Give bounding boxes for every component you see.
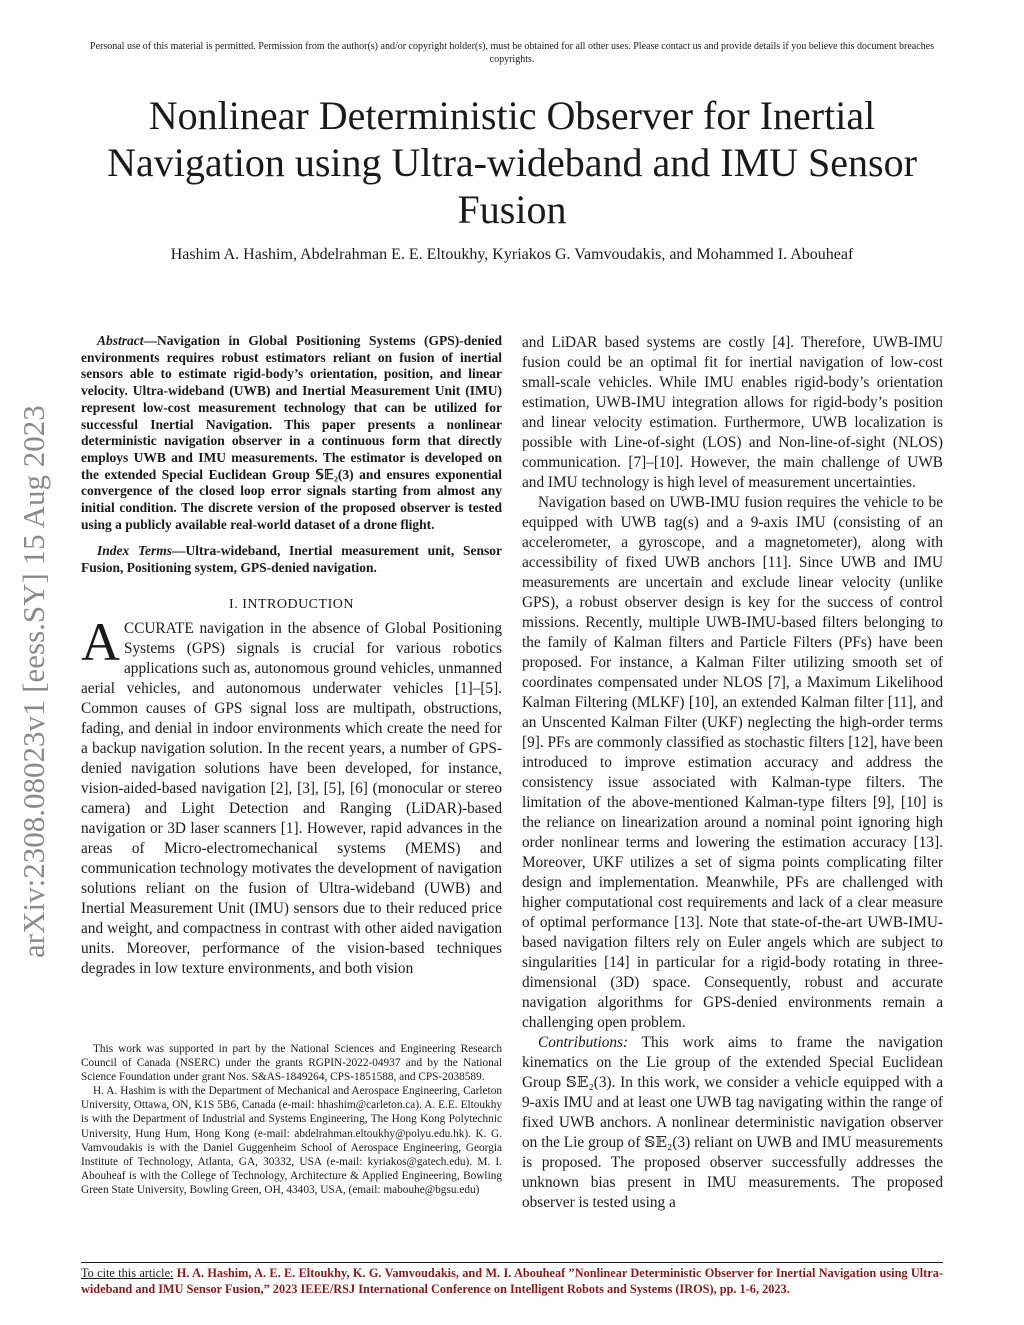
contributions-paragraph xyxy=(522,1033,943,1213)
footnotes xyxy=(81,1042,502,1197)
citation-box xyxy=(81,1266,943,1297)
index-terms xyxy=(81,543,502,576)
contributions-text: This work aims to frame the navigation kinematics on the Lie group of the extended Special Euclidean Group 𝕊𝔼₂(3). In this work, we consider a vehicle equipped with a 9-axis IMU and at least one UWB tag navigating within the range of fixed UWB anchors. A nonlinear deterministic navigation observer on the Lie group of 𝕊𝔼₂(3) reliant on UWB and IMU measurements is proposed. The proposed observer successfully addresses the unknown bias present in IMU measurements. The proposed observer is tested using a xyxy=(522,1034,943,1211)
index-terms-label: Index Terms xyxy=(97,543,172,559)
citation-text: H. A. Hashim, A. E. E. Eltoukhy, K. G. Vamvoudakis, and M. I. Abouheaf ”Nonlinear Deterministic Observer for Inertial Navigation using Ultra-wideband and IMU Sensor Fusion,” 2023 IEEE/RSJ International Conference on Intelligent Robots and Systems (IROS), pp. 1-6, 2023. xyxy=(81,1266,943,1296)
citation-divider xyxy=(81,1262,943,1263)
copyright-notice: Personal use of this material is permitted. Permission from the author(s) and/or copyright holder(s), must be obtained for all other uses. Please contact us and provide details if you believe this document breaches copyrights. xyxy=(90,41,934,65)
abstract xyxy=(81,333,502,533)
affiliation-footnote: H. A. Hashim is with the Department of Mechanical and Aerospace Engineering, Carleton University, Ottawa, ON, K1S 5B6, Canada (e-mail: hhashim@carleton.ca). A. E.E. Eltoukhy is with the Department of Industrial and Systems Engineering, The Hong Kong Polytechnic University, Hung Hum, Hong Kong (e-mail: abdelrahman.eltoukhy@polyu.edu.hk). K. G. Vamvoudakis is with the Daniel Guggenheim School of Aerospace Engineering, Georgia Institute of Technology, Atlanta, GA, 30332, USA (e-mail: kyriakos@gatech.edu). M. I. Abouheaf is with the College of Technology, Architecture & Applied Engineering, Bowling Green State University, Bowling Green, OH, 43403, USA, (email: mabouhe@bgsu.edu) xyxy=(81,1085,502,1196)
drop-cap: A xyxy=(81,611,120,672)
abstract-text: —Navigation in Global Positioning Systems (GPS)-denied environments requires robust estimators reliant on fusion of inertial sensors able to estimate rigid-body’s orientation, position, and linear velocity. Ultra-wideband (UWB) and Inertial Measurement Unit (IMU) represent low-cost measurement technology that can be utilized for successful Inertial Navigation. This paper presents a nonlinear deterministic navigation observer in a continuous form that directly employs UWB and IMU measurements. The estimator is developed on the extended Special Euclidean Group 𝕊𝔼₂(3) and ensures exponential convergence of the closed loop error signals starting from almost any initial condition. The discrete version of the proposed observer is tested using a publicly available real-world dataset of a drone flight. xyxy=(81,333,502,532)
index-terms-text: —Ultra-wideband, Inertial measurement unit, Sensor Fusion, Positioning system, GPS-denied navigation. xyxy=(81,543,503,576)
right-column xyxy=(522,333,943,1213)
author-list: Hashim A. Hashim, Abdelrahman E. E. Eltoukhy, Kyriakos G. Vamvoudakis, and Mohammed I. Abouheaf xyxy=(170,246,854,263)
intro-paragraph xyxy=(81,611,502,979)
abstract-label: Abstract xyxy=(97,333,144,348)
funding-footnote: This work was supported in part by the National Sciences and Engineering Research Council of Canada (NSERC) under the grants RGPIN-2022-04937 and by the National Science Foundation under grant Nos. S&AS-1849264, CPS-1851588, and CPS-2038589. xyxy=(81,1043,502,1084)
contributions-label: Contributions: xyxy=(538,1034,629,1051)
arxiv-watermark[interactable]: arXiv:2308.08023v1 [eess.SY] 15 Aug 2023 xyxy=(16,405,51,958)
paper-title: Nonlinear Deterministic Observer for Inertial Navigation using Ultra-wideband and IMU Sensor Fusion xyxy=(107,93,917,232)
left-column xyxy=(81,333,502,979)
right-paragraph-2: Navigation based on UWB-IMU fusion requires the vehicle to be equipped with UWB tag(s) and a 9-axis IMU (consisting of an accelerometer, a gyroscope, and a magnetometer), along with accessibility of fixed UWB anchors [11]. Since UWB and IMU measurements are uncertain and exclude linear velocity (unlike GPS), a robust observer design is key for the success of control missions. Recently, multiple UWB-IMU-based filters belonging to the family of Kalman filters and Particle Filters (PFs) have been proposed. For instance, a Kalman Filter utilizing smooth set of coordinates compensated under NLOS [7], a Maximum Likelihood Kalman Filtering (MLKF) [10], an extended Kalman filter [11], and an Unscented Kalman Filter (UKF) neglecting the high-order terms [9]. PFs are commonly classified as stochastic filters [12], have been introduced to improve estimation accuracy and address the consistency issue associated with Kalman-type filters. The limitation of the above-mentioned Kalman-type filters [9], [10] is the reliance on linearization around a nominal point ignoring high order nonlinear terms and lowering the estimation accuracy [13]. Moreover, UKF utilizes a set of sigma points complicating filter design and implementation. Meanwhile, PFs are challenged with higher computational cost requirements and lack of a clear measure of optimal performance [13]. Note that state-of-the-art UWB-IMU-based navigation filters rely on Euler angels which are subject to singularities [14] in particular for a rigid-body rotating in three-dimensional (3D) space. Consequently, robust and accurate navigation algorithms for GPS-denied environments remain a challenging open problem. xyxy=(522,494,943,1031)
section-heading-introduction: I. INTRODUCTION xyxy=(229,596,354,612)
intro-paragraph-text: CCURATE navigation in the absence of Global Positioning Systems (GPS) signals is crucial for various robotics applications such as, autonomous ground vehicles, unmanned aerial vehicles, and autonomous underwater vehicles [1]–[5]. Common causes of GPS signal loss are multipath, obstructions, fading, and denial in indoor environments which create the need for a backup navigation solution. In the recent years, a number of GPS-denied navigation solutions have been developed, for instance, vision-aided-based navigation [2], [3], [5], [6] (monocular or stereo camera) and Light Detection and Ranging (LiDAR)-based navigation or 3D laser scanners [1]. However, rapid advances in the areas of Micro-electromechanical systems (MEMS) and communication technology motivates the development of navigation solutions reliant on the fusion of Ultra-wideband (UWB) and Inertial Measurement Unit (IMU) sensors due to their reduced price and weight, and compactness in contrast with other aided navigation units. Moreover, performance of the vision-based techniques degrades in low texture environments, and both vision xyxy=(81,619,502,977)
right-paragraph-1: and LiDAR based systems are costly [4]. Therefore, UWB-IMU fusion could be an optimal fit for inertial navigation of low-cost small-scale vehicles. While IMU enables rigid-body’s orientation estimation, UWB-IMU integration allows for rigid-body’s position and linear velocity estimation. Furthermore, UWB localization is possible with Line-of-sight (LOS) and Non-line-of-sight (NLOS) communication. [7]–[10]. However, the main challenge of UWB and IMU technology is high level of measurement uncertainties. xyxy=(522,334,943,491)
citation-label: To cite this article: xyxy=(81,1266,174,1280)
